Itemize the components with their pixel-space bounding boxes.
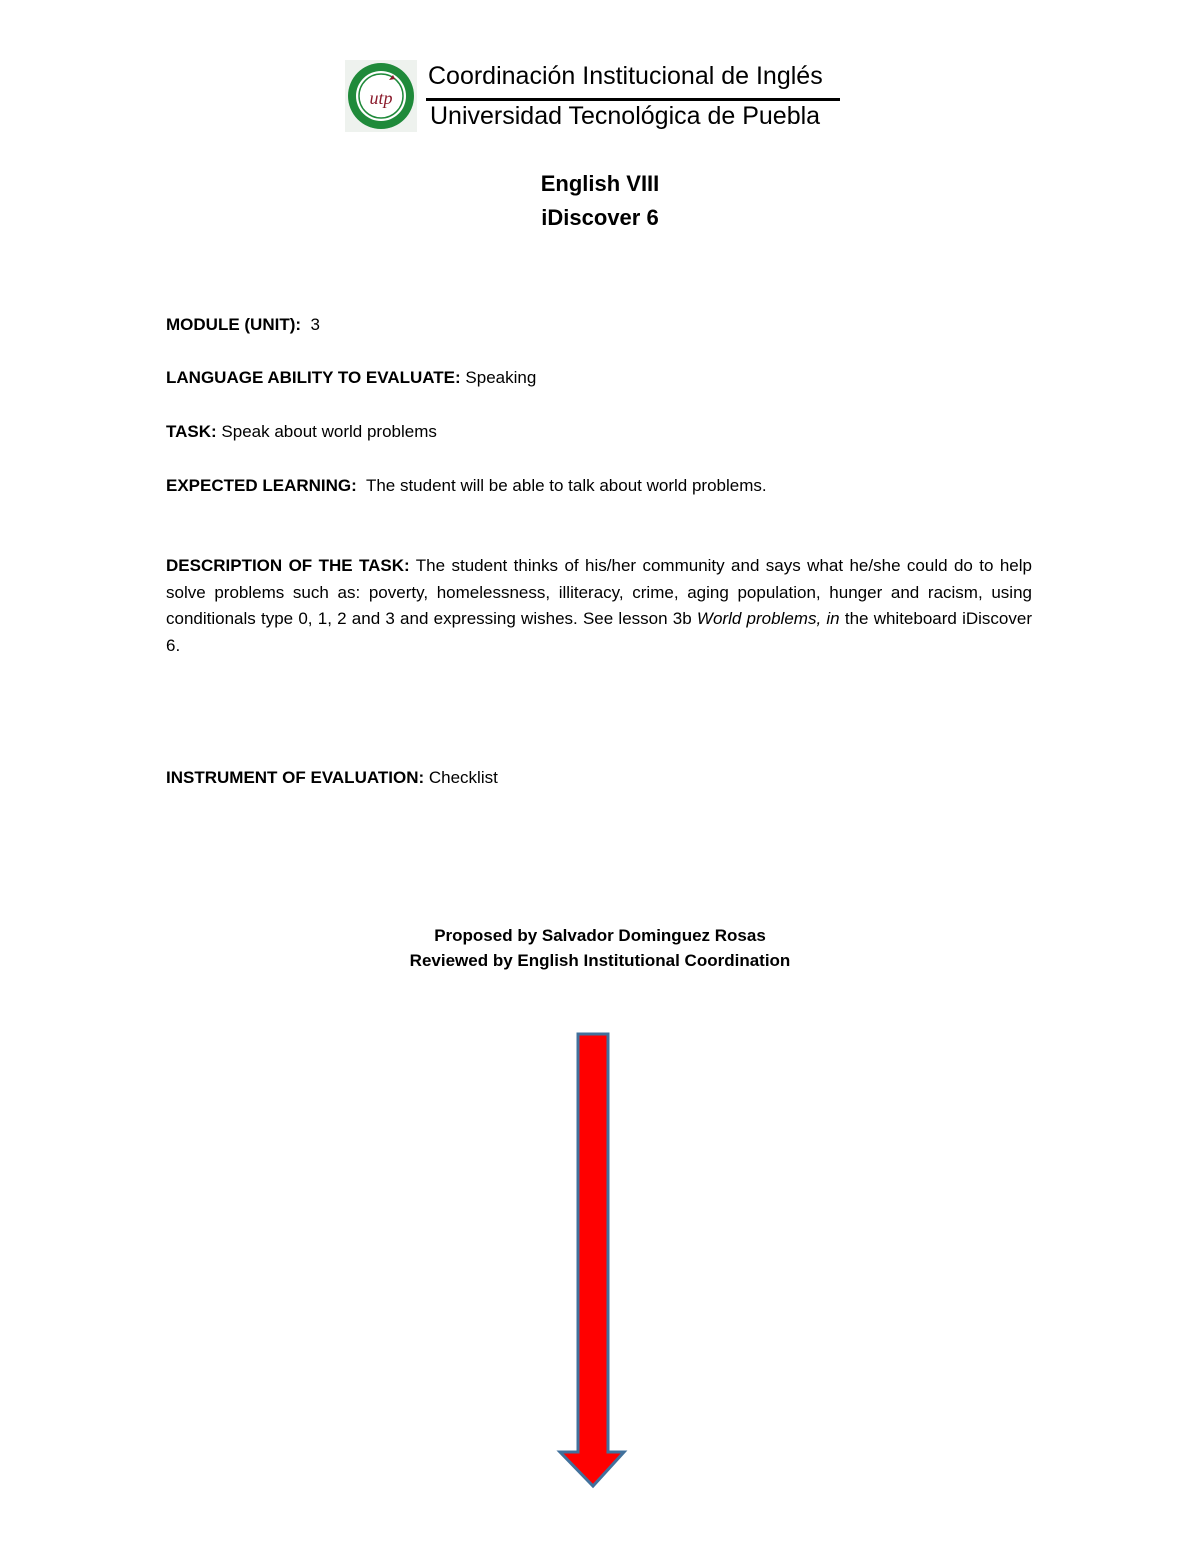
svg-text:utp: utp bbox=[369, 88, 393, 108]
task-label: TASK: bbox=[166, 422, 217, 441]
reviewed-by: Reviewed by English Institutional Coordination bbox=[409, 951, 791, 970]
header-divider bbox=[426, 98, 840, 101]
learning-value: The student will be able to talk about world problems. bbox=[365, 476, 767, 495]
description-text-end: the whiteboard iDiscover 6. bbox=[166, 609, 1032, 656]
organization-name: Coordinación Institucional de Inglés bbox=[428, 62, 823, 90]
task-value: Speak about world problems bbox=[221, 422, 437, 441]
learning-label: EXPECTED LEARNING: bbox=[166, 476, 357, 495]
ability-field bbox=[166, 368, 536, 388]
university-seal-icon bbox=[345, 60, 417, 132]
instrument-value: Checklist bbox=[428, 768, 498, 787]
textbook-title: iDiscover 6 bbox=[541, 205, 659, 230]
instrument-field bbox=[166, 768, 498, 788]
ability-value: Speaking bbox=[465, 368, 537, 387]
ability-label: LANGUAGE ABILITY TO EVALUATE: bbox=[166, 368, 461, 387]
proposed-by: Proposed by Salvador Dominguez Rosas bbox=[434, 926, 766, 945]
university-name: Universidad Tecnológica de Puebla bbox=[430, 102, 821, 130]
description-italic: World problems, in bbox=[696, 609, 840, 629]
down-arrow-icon bbox=[555, 1030, 630, 1490]
module-label: MODULE (UNIT): bbox=[166, 315, 302, 334]
course-title: English VIII bbox=[540, 171, 660, 196]
description-text: The student thinks of his/her community and says what he/she could do to help solve problems such as: poverty, homelessness, illiteracy, crime, aging population, hunger and racism, using conditionals type 0, 1, 2 and 3 and expressing wishes. See lesson 3b bbox=[166, 556, 1032, 629]
description-label: DESCRIPTION OF THE TASK: bbox=[166, 556, 410, 575]
instrument-label: INSTRUMENT OF EVALUATION: bbox=[166, 768, 425, 787]
task-field bbox=[166, 422, 437, 442]
document-header bbox=[345, 60, 845, 132]
module-field bbox=[166, 315, 320, 335]
module-value: 3 bbox=[310, 315, 320, 334]
learning-field bbox=[166, 476, 767, 496]
task-description bbox=[166, 553, 1032, 660]
